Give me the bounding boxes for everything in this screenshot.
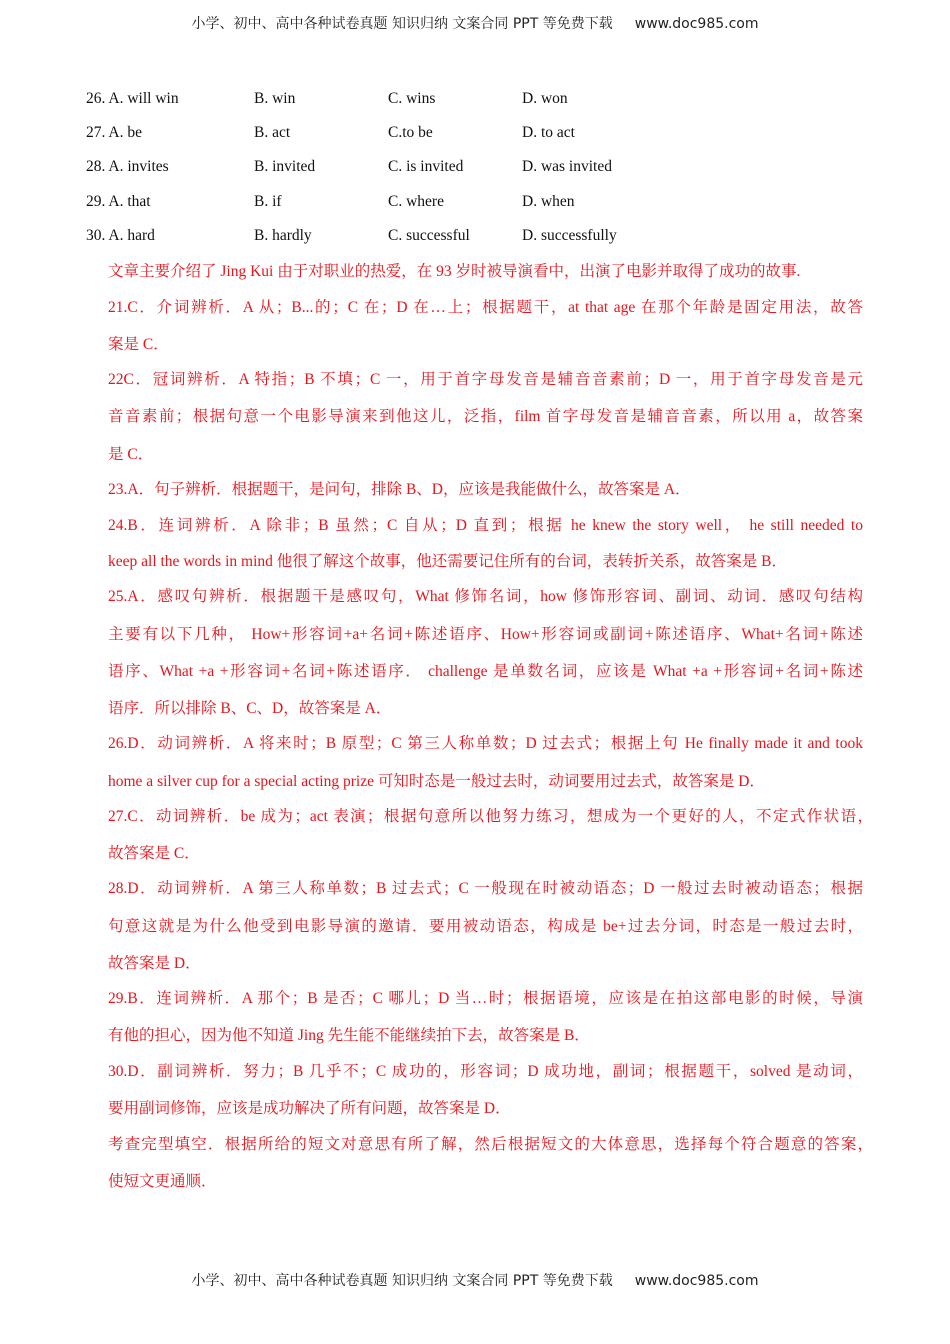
- text-line: 是 C．: [108, 446, 154, 463]
- option-27-D: D. to act: [522, 124, 575, 141]
- text-line: 主要有以下几种， How+形容词+a+名词+陈述语序、How+形容词或副词+陈述语序、What+名词+陈述: [108, 626, 863, 643]
- option-28-A: 28. A. invites: [86, 158, 169, 175]
- option-29-A: 29. A. that: [86, 193, 151, 210]
- text-line: 25.A．感叹句辨析．根据题干是感叹句，What 修饰名词，how 修饰形容词、副词、动词．感叹句结构: [108, 588, 863, 605]
- option-29-B: B. if: [254, 193, 282, 210]
- option-28-D: D. was invited: [522, 158, 612, 175]
- option-29-D: D. when: [522, 193, 575, 210]
- option-26-C: C. wins: [388, 90, 436, 107]
- option-29-C: C. where: [388, 193, 444, 210]
- header-text: 小学、初中、高中各种试卷真题 知识归纳 文案合同 PPT 等免费下载: [191, 16, 613, 32]
- header-site: www.doc985.com: [634, 16, 759, 32]
- text-line: 语序、What +a +形容词+名词+陈述语序． challenge 是单数名词，应该是 What +a +形容词+名词+陈述: [108, 663, 863, 680]
- text-line: 28.D．动词辨析．A 第三人称单数；B 过去式；C 一般现在时被动语态；D 一般过去时被动语态；根据: [108, 880, 863, 897]
- option-30-C: C. successful: [388, 227, 470, 244]
- text-line: 故答案是 C．: [108, 845, 200, 862]
- text-line: keep all the words in mind 他很了解这个故事，他还需要记住所有的台词，表转折关系，故答案是 B．: [108, 553, 787, 570]
- footer-site: www.doc985.com: [634, 1273, 759, 1289]
- text-line: 文章主要介绍了 Jing Kui 由于对职业的热爱，在 93 岁时被导演看中，出演了电影并取得了成功的故事.: [108, 263, 801, 280]
- text-line: 考查完型填空．根据所给的短文对意思有所了解，然后根据短文的大体意思，选择每个符合题意的答案，: [108, 1136, 873, 1153]
- text-line: 音音素前；根据句意一个电影导演来到他这儿，泛指，film 首字母发音是辅音音素，所以用 a，故答案: [108, 408, 863, 425]
- footer-text: 小学、初中、高中各种试卷真题 知识归纳 文案合同 PPT 等免费下载: [191, 1273, 613, 1289]
- page-header: [0, 13, 950, 33]
- text-line: 使短文更通顺．: [108, 1173, 217, 1190]
- text-line: 22C．冠词辨析．A 特指；B 不填；C 一，用于首字母发音是辅音音素前；D 一，用于首字母发音是元: [108, 371, 863, 388]
- page-footer: [0, 1270, 950, 1290]
- text-line: 故答案是 D．: [108, 955, 201, 972]
- text-line: 26.D．动词辨析．A 将来时；B 原型；C 第三人称单数；D 过去式；根据上句 He finally made it and took: [108, 735, 863, 752]
- text-line: 21.C．介词辨析．A 从；B...的；C 在；D 在…上；根据题干，at that age 在那个年龄是固定用法，故答: [108, 299, 863, 316]
- text-line: home a silver cup for a special acting prize 可知时态是一般过去时，动词要用过去式，故答案是 D．: [108, 773, 765, 790]
- text-line: 24.B．连词辨析．A 除非；B 虽然；C 自从；D 直到；根据 he knew the story well， he still needed to: [108, 517, 863, 534]
- option-28-B: B. invited: [254, 158, 316, 175]
- text-line: 有他的担心，因为他不知道 Jing 先生能不能继续拍下去，故答案是 B．: [108, 1027, 590, 1044]
- option-28-C: C. is invited: [388, 158, 464, 175]
- text-line: 案是 C．: [108, 336, 169, 353]
- text-line: 27.C．动词辨析．be 成为；act 表演；根据句意所以他努力练习，想成为一个更好的人，不定式作状语，: [108, 808, 873, 825]
- text-line: 要用副词修饰，应该是成功解决了所有问题，故答案是 D．: [108, 1100, 511, 1117]
- option-30-D: D. successfully: [522, 227, 617, 244]
- option-30-A: 30. A. hard: [86, 227, 155, 244]
- option-27-B: B. act: [254, 124, 291, 141]
- text-line: 29.B．连词辨析．A 那个；B 是否；C 哪儿；D 当…时；根据语境，应该是在拍这部电影的时候，导演: [108, 990, 863, 1007]
- option-26-A: 26. A. will win: [86, 90, 179, 107]
- text-line: 30.D．副词辨析．努力；B 几乎不；C 成功的，形容词；D 成功地，副词；根据题干，solved 是动词，: [108, 1063, 863, 1080]
- option-30-B: B. hardly: [254, 227, 312, 244]
- option-27-A: 27. A. be: [86, 124, 142, 141]
- option-26-D: D. won: [522, 90, 568, 107]
- text-line: 句意这就是为什么他受到电影导演的邀请．要用被动语态，构成是 be+过去分词，时态是一般过去时，: [108, 918, 863, 935]
- option-27-C: C.to be: [388, 124, 433, 141]
- option-26-B: B. win: [254, 90, 296, 107]
- text-line: 23.A．句子辨析．根据题干，是问句，排除 B、D，应该是我能做什么，故答案是 A．: [108, 481, 691, 498]
- text-line: 语序．所以排除 B、C、D，故答案是 A．: [108, 700, 392, 717]
